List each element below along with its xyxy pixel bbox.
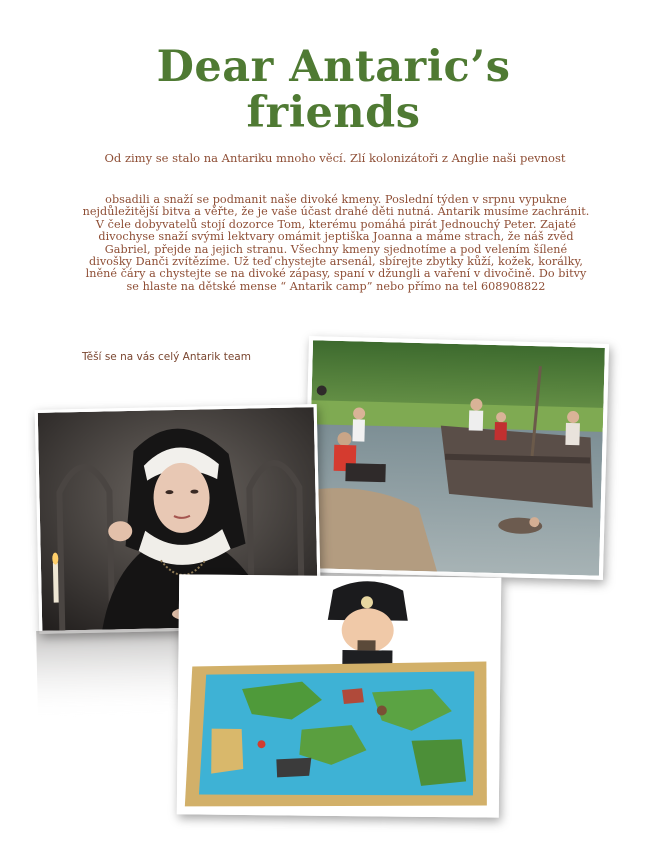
pirate-river-photo xyxy=(303,336,609,580)
title-line-2: friends xyxy=(246,88,421,138)
page-title xyxy=(0,44,667,136)
pirate-river-illustration xyxy=(307,340,605,576)
body-paragraph: obsadili a snaží se podmanit naše divoké kmeny. Poslední týden v srpnu vypukne nejdůležitější bitva a věřte, že je vaše účast drahé děti nutná. Antarik musíme zachránit. V čele dobyvatelů stojí dozorce Tom, kterému pomáhá pirát Jednouchý Peter. Zajaté divochyse snaží svými lektvary omámit jeptiška Joanna a máme strach, že náš zvěd Gabriel, přejde na jejich stranu. Všechny kmeny sjednotíme a pod velením šílené divošky Danči zvítězíme. Už teď chystejte arsenál, sbírejte zbytky kůží, kožek, korálky, lněné čáry a chystejte se na divoké zápasy, spaní v džungli a vaření v divočině. Do bitvy se hlaste na dětské mense “ Antarik camp” nebo přímo na tel 608908822 xyxy=(82,193,590,293)
intro-paragraph: Od zimy se stalo na Antariku mnoho věcí. Zlí kolonizátoři z Anglie naši pevnost xyxy=(104,151,566,165)
signoff: Těší se na vás celý Antarik team xyxy=(82,351,251,363)
title-line-1: Dear Antaric’s xyxy=(156,42,511,92)
pirate-map-illustration xyxy=(181,578,497,813)
pirate-map-photo xyxy=(177,574,501,817)
